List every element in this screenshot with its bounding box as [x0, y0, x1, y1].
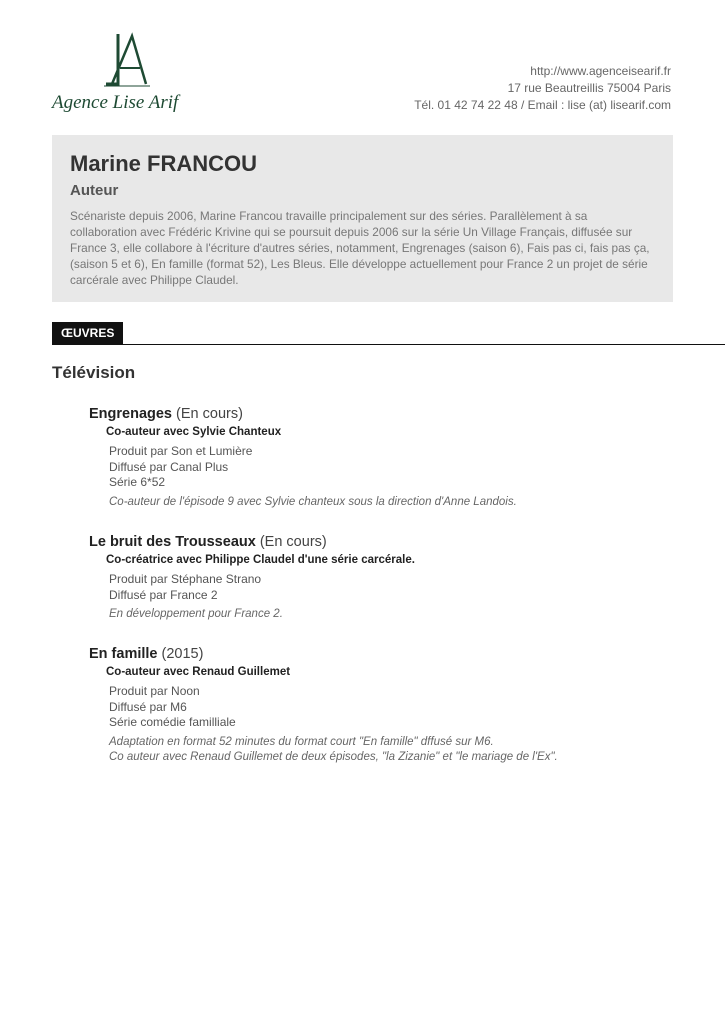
work-note: [109, 735, 689, 766]
work-item: [89, 533, 689, 623]
address: 17 rue Beautreillis 75004 Paris: [507, 81, 671, 95]
work-role: Co-auteur avec Sylvie Chanteux: [106, 426, 282, 438]
work-details: [109, 444, 689, 491]
work-detail: Série comédie familliale: [109, 715, 236, 729]
work-detail: Diffusé par Canal Plus: [109, 459, 229, 474]
work-item: [89, 645, 689, 766]
author-role: Auteur: [70, 182, 119, 199]
work-title-line: [89, 533, 689, 552]
work-title-line: [89, 645, 689, 664]
work-status: (En cours): [259, 534, 327, 550]
work-title-line: [89, 405, 689, 424]
logo-monogram: [102, 30, 152, 92]
work-title: Le bruit des Trousseaux: [89, 534, 256, 550]
work-status: (En cours): [176, 406, 243, 422]
section-divider: [52, 344, 725, 345]
work-note-line: Adaptation en format 52 minutes du format court "En famille" dffusé sur M6.: [109, 735, 494, 748]
work-details: [109, 572, 689, 603]
phone-email: Tél. 01 42 74 22 48 / Email : lise (at) lisearif.com: [414, 98, 671, 112]
author-bio: Scénariste depuis 2006, Marine Francou travaille principalement sur des séries. Parallèlement à sa collaboration avec Frédéric Krivine qui se poursuit depuis 2006 sur la série Un Village Français, diffusée sur France 3, elle collabore à l'écriture d'autres séries, notamment, Engrenages (saison 6), Fais pas ci, fais pas ça, (saison 5 et 6), En famille (format 52), Les Bleus. Elle développe actuellement pour France 2 un projet de série carcérale avec Philippe Claudel.: [70, 209, 650, 287]
profile-box: [52, 135, 673, 302]
work-detail: Produit par Noon: [109, 684, 200, 698]
work-title: Engrenages: [89, 406, 172, 422]
work-status: (2015): [161, 646, 204, 662]
work-role: Co-auteur avec Renaud Guillemet: [106, 666, 291, 678]
work-note: En développement pour France 2.: [109, 608, 283, 620]
work-item: [89, 405, 689, 510]
category-heading: Télévision: [52, 363, 136, 382]
contact-info: [414, 63, 671, 114]
work-detail: Série 6*52: [109, 475, 166, 489]
website-link[interactable]: http://www.agenceisearif.fr: [530, 64, 671, 78]
logo-text: Agence Lise Arif: [52, 92, 179, 113]
work-detail: Diffusé par M6: [109, 699, 187, 714]
work-role: Co-créatrice avec Philippe Claudel d'une série carcérale.: [106, 554, 415, 566]
agency-logo: [52, 30, 212, 120]
work-title: En famille: [89, 646, 158, 662]
work-note-line: Co auteur avec Renaud Guillemet de deux épisodes, "la Zizanie" et "le mariage de l'Ex".: [109, 751, 558, 763]
work-details: [109, 684, 689, 731]
work-detail: Produit par Stéphane Strano: [109, 572, 262, 586]
work-note: Co-auteur de l'épisode 9 avec Sylvie chanteux sous la direction d'Anne Landois.: [109, 495, 517, 508]
section-tab-oeuvres: ŒUVRES: [52, 322, 123, 345]
work-detail: Diffusé par France 2: [109, 587, 218, 602]
work-detail: Produit par Son et Lumière: [109, 444, 253, 458]
author-name: Marine FRANCOU: [70, 151, 258, 176]
